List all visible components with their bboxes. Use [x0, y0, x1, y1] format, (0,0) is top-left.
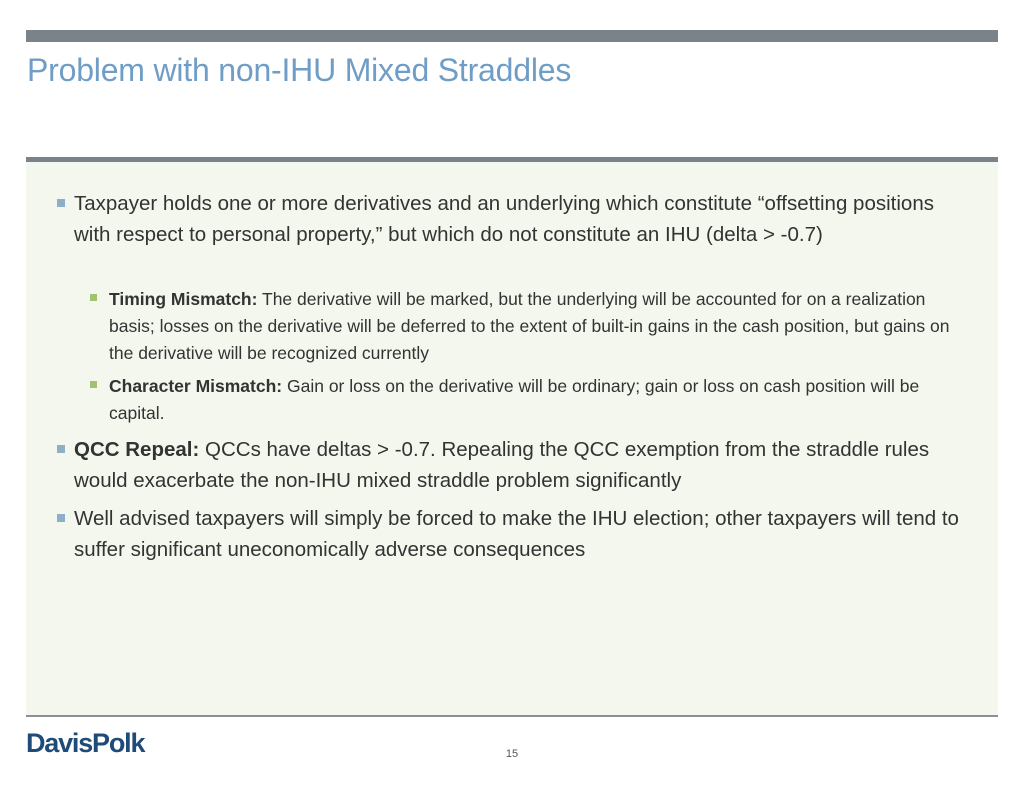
- header-bar: [26, 30, 998, 42]
- bullet-text: QCCs have deltas > -0.7. Repealing the QCC exemption from the straddle rules would exacerbate the non-IHU mixed straddle problem significantly: [74, 438, 930, 492]
- square-bullet-icon: [57, 199, 65, 207]
- content-panel: [26, 157, 998, 715]
- sub-bullet-text: Gain or loss on the derivative will be ordinary; gain or loss on cash position will be capital.: [109, 376, 920, 423]
- davis-polk-logo: DavisPolk: [26, 728, 145, 758]
- page-number: 15: [505, 748, 519, 760]
- square-bullet-icon: [90, 294, 97, 301]
- sub-bullet-item-1: [109, 286, 975, 367]
- sub-bullet-heading: Timing Mismatch:: [109, 289, 258, 309]
- bullet-item-1: [74, 188, 974, 250]
- square-bullet-icon: [57, 445, 65, 453]
- sub-bullet-heading: Character Mismatch:: [109, 376, 283, 396]
- slide-title: Problem with non-IHU Mixed Straddles: [27, 52, 572, 88]
- sub-bullet-item-2: [109, 373, 975, 427]
- bullet-text: Taxpayer holds one or more derivatives and an underlying which constitute “offsetting positions with respect to personal property,” but which do not constitute an IHU (delta > -0.7): [74, 192, 934, 246]
- bullet-text: Well advised taxpayers will simply be forced to make the IHU election; other taxpayers will tend to suffer significant uneconomically adverse consequences: [74, 507, 959, 561]
- square-bullet-icon: [57, 514, 65, 522]
- bullet-item-2: [74, 434, 974, 496]
- square-bullet-icon: [90, 381, 97, 388]
- bullet-item-3: [74, 503, 974, 565]
- sub-bullet-text: The derivative will be marked, but the underlying will be accounted for on a realization basis; losses on the derivative will be deferred to the extent of built-in gains in the cash position, but gains on the derivative will be recognized currently: [109, 289, 950, 363]
- bullet-heading: QCC Repeal:: [74, 438, 200, 461]
- footer-divider: [26, 715, 998, 717]
